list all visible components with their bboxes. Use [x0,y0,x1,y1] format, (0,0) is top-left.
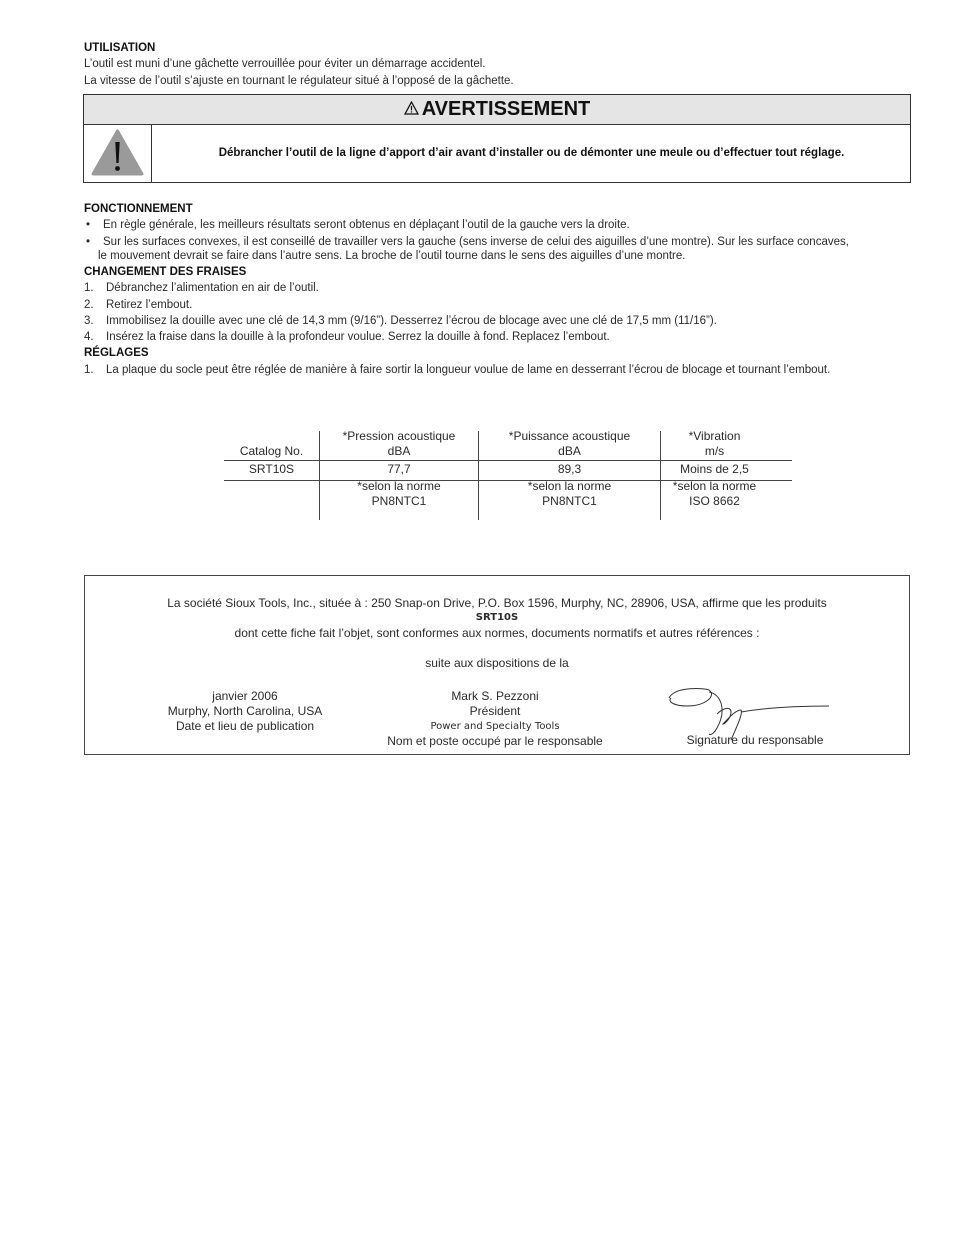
changement-item [84,331,610,343]
table-cell: Moins de 2,5 [680,462,749,476]
norm-line: PN8NTC1 [371,494,427,508]
table-cell: 89,3 [557,462,582,476]
table-cell: 77,7 [387,462,411,476]
fonctionnement-bullet [84,219,630,231]
table-rule [224,460,792,461]
reglages-heading: RÉGLAGES [84,347,149,359]
header-line: *Vibration [688,429,741,443]
name-line: Mark S. Pezzoni [451,689,539,703]
table-header-cell [224,429,319,459]
warning-text: Débrancher l’outil de la ligne d’apport d’air avant d’installer ou de démonter une meule ou d’effectuer tout réglage. [218,147,845,159]
name-line: Nom et poste occupé par le responsable [387,734,603,748]
header-line: Catalog No. [239,444,304,458]
warning-title-bar [84,95,910,125]
item-number: 3. [84,315,94,327]
date-block [145,689,345,734]
norm-line: ISO 8662 [689,494,740,508]
bullet-text: En règle générale, les meilleurs résultats seront obtenus en déplaçant l’outil de la gauche vers la droite. [103,219,630,231]
changement-heading: CHANGEMENT DES FRAISES [84,266,247,278]
declaration-line: dont cette fiche fait l’objet, sont conformes aux normes, documents normatifs et autres références : [234,626,760,640]
item-text: Insérez la fraise dans la douille à la profondeur voulue. Serrez la douille à fond. Replacez l’embout. [106,331,610,343]
table-header-cell [479,429,660,459]
header-line: m/s [704,444,725,458]
item-number: 4. [84,331,94,343]
header-line [224,429,319,444]
warning-box [83,94,911,183]
bullet-text: Sur les surfaces convexes, il est conseillé de travailler vers la gauche (sens inverse de celui des aiguilles d’une montre). Sur les surface concaves, [103,236,849,248]
name-block [365,689,625,749]
header-line: dBA [558,444,581,458]
changement-item [84,315,717,327]
signature-label: Signature du responsable [686,733,824,747]
date-line: janvier 2006 [212,689,278,703]
date-line: Date et lieu de publication [175,719,315,733]
warning-icon-cell [84,125,152,182]
table-norm-cell [661,479,768,509]
bullet-symbol: • [86,219,91,231]
header-line: *Pression acoustique [342,429,456,443]
changement-item [84,282,319,294]
table-norm-cell [479,479,660,509]
norm-line: *selon la norme [672,479,757,493]
utilisation-line: L’outil est muni d’une gâchette verrouillée pour éviter un démarrage accidentel. [84,58,486,70]
bullet-symbol: • [86,236,91,248]
norm-line: PN8NTC1 [542,494,597,508]
changement-item [84,299,192,311]
item-number: 1. [84,282,94,294]
exclamation-triangle-icon [84,125,151,182]
declaration-box [84,575,910,755]
table-header-cell [661,429,768,459]
warning-triangle-icon [404,95,419,124]
item-text: La plaque du socle peut être réglée de manière à faire sortir la longueur voulue de lame en desserrant l’écrou de blocage et tournant l’embout. [106,364,831,376]
declaration-line: La société Sioux Tools, Inc., située à : 250 Snap-on Drive, P.O. Box 1596, Murphy, NC, 28906, USA, affirme que les produits [167,596,827,610]
spec-table [224,429,792,521]
name-line: Power and Specialty Tools [430,721,560,732]
table-header-cell [320,429,478,459]
item-text: Immobilisez la douille avec une clé de 14,3 mm (9/16”). Desserrez l’écrou de blocage avec une clé de 17,5 mm (11/16”). [106,315,717,327]
reglages-item [84,364,830,376]
signature-image [665,680,835,740]
item-number: 2. [84,299,94,311]
utilisation-line: La vitesse de l’outil s’ajuste en tournant le régulateur situé à l’opposé de la gâchette. [84,75,514,87]
fonctionnement-heading: FONCTIONNEMENT [84,203,193,215]
table-norm-cell [320,479,478,509]
date-line: Murphy, North Carolina, USA [167,704,323,718]
declaration-product: SRT10S [475,612,519,623]
item-number: 1. [84,364,94,376]
utilisation-heading: UTILISATION [84,42,156,54]
item-text: Retirez l’embout. [106,299,193,311]
table-cell: SRT10S [248,462,295,476]
item-text: Débranchez l’alimentation en air de l’outil. [106,282,319,294]
fonctionnement-bullet [84,236,849,248]
header-line: *Puissance acoustique [508,429,631,443]
header-line: dBA [387,444,411,458]
norm-line: *selon la norme [527,479,612,493]
name-line: Président [469,704,521,718]
norm-line: *selon la norme [357,479,441,493]
bullet-text-continuation: le mouvement devrait se faire dans l’autre sens. La broche de l’outil tourne dans le sens des aiguilles d’une montre. [98,250,686,262]
warning-title: AVERTISSEMENT [421,98,591,121]
declaration-line: suite aux dispositions de la [425,656,569,670]
